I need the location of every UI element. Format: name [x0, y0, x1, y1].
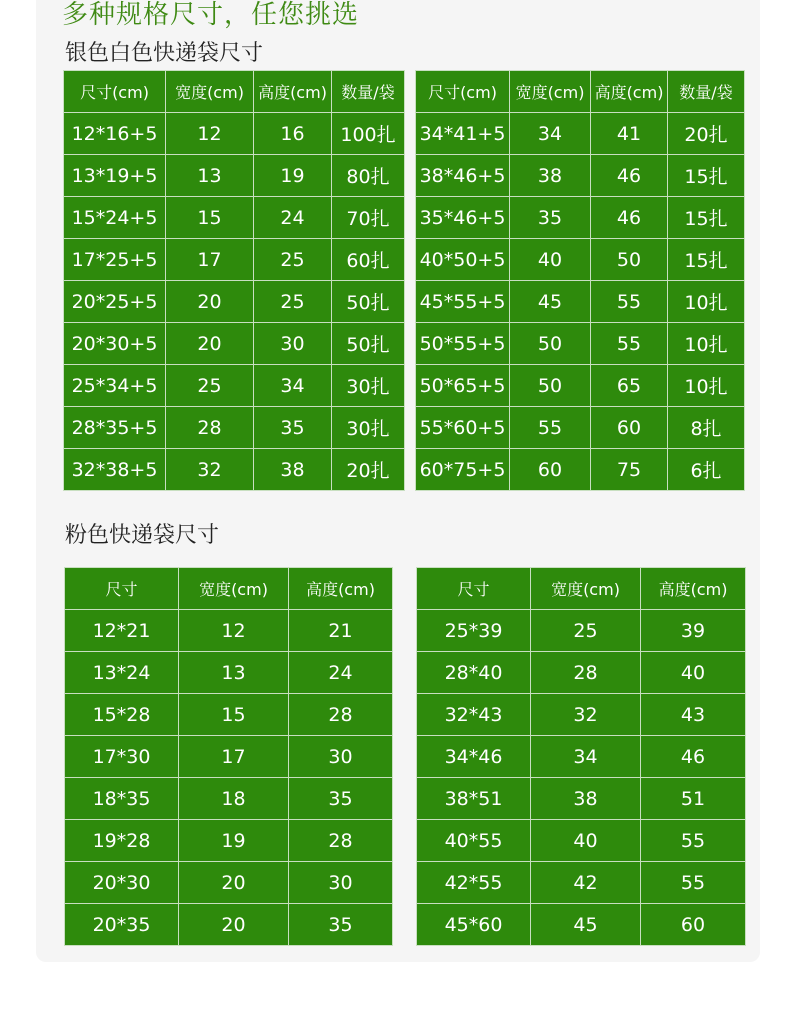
silver-white-right-cell: 45	[510, 281, 591, 323]
silver-white-left-cell: 20	[166, 323, 254, 365]
table-row	[417, 820, 746, 862]
silver-white-right-cell: 50*65+5	[416, 365, 510, 407]
silver-white-table-right	[415, 70, 745, 491]
pink-right-cell: 25	[531, 610, 641, 652]
pink-right-cell: 45	[531, 904, 641, 946]
pink-left-cell: 24	[289, 652, 393, 694]
silver-white-right-cell: 15扎	[668, 197, 745, 239]
pink-right-header-cell: 尺寸	[417, 568, 531, 610]
table-row	[65, 694, 393, 736]
headline: 多种规格尺寸，任您挑选	[62, 0, 360, 30]
table-row	[65, 862, 393, 904]
silver-white-right-cell: 8扎	[668, 407, 745, 449]
table-row	[416, 281, 745, 323]
pink-left-cell: 28	[289, 694, 393, 736]
table-row	[65, 904, 393, 946]
silver-white-left-cell: 38	[254, 449, 332, 491]
pink-right-cell: 28*40	[417, 652, 531, 694]
table-header-row	[65, 568, 393, 610]
pink-right-cell: 39	[641, 610, 746, 652]
pink-left-cell: 20*35	[65, 904, 179, 946]
silver-white-left-header-cell: 数量/袋	[332, 71, 405, 113]
pink-left-cell: 18	[179, 778, 289, 820]
table-row	[65, 820, 393, 862]
pink-left-cell: 17*30	[65, 736, 179, 778]
silver-white-right-cell: 15扎	[668, 239, 745, 281]
table-header-row	[64, 71, 405, 113]
pink-right-cell: 38	[531, 778, 641, 820]
silver-white-left-cell: 32*38+5	[64, 449, 166, 491]
pink-right-cell: 34*46	[417, 736, 531, 778]
silver-white-right-cell: 50	[510, 323, 591, 365]
pink-left-header-cell: 宽度(cm)	[179, 568, 289, 610]
silver-white-left-cell: 60扎	[332, 239, 405, 281]
silver-white-right-cell: 46	[591, 197, 668, 239]
table-row	[416, 113, 745, 155]
pink-left-cell: 20*30	[65, 862, 179, 904]
silver-white-right-cell: 10扎	[668, 365, 745, 407]
table-row	[417, 736, 746, 778]
silver-white-right-cell: 50*55+5	[416, 323, 510, 365]
pink-left-cell: 20	[179, 862, 289, 904]
silver-white-right-header-cell: 高度(cm)	[591, 71, 668, 113]
silver-white-right-cell: 65	[591, 365, 668, 407]
table-row	[65, 652, 393, 694]
silver-white-right-cell: 75	[591, 449, 668, 491]
table-row	[64, 281, 405, 323]
table-header-row	[417, 568, 746, 610]
silver-white-left-cell: 30扎	[332, 365, 405, 407]
table-row	[416, 407, 745, 449]
pink-right-cell: 60	[641, 904, 746, 946]
silver-white-right-cell: 45*55+5	[416, 281, 510, 323]
pink-left-cell: 15*28	[65, 694, 179, 736]
pink-left-cell: 19*28	[65, 820, 179, 862]
silver-white-left-cell: 20*30+5	[64, 323, 166, 365]
table-row	[64, 239, 405, 281]
table-row	[417, 862, 746, 904]
silver-white-left-cell: 17	[166, 239, 254, 281]
silver-white-title: 银色白色快递袋尺寸	[65, 41, 264, 66]
pink-right-cell: 32	[531, 694, 641, 736]
pink-table-left	[64, 567, 393, 946]
table-row	[416, 365, 745, 407]
silver-white-left-cell: 12	[166, 113, 254, 155]
silver-white-right-cell: 46	[591, 155, 668, 197]
pink-right-cell: 28	[531, 652, 641, 694]
silver-white-left-cell: 30扎	[332, 407, 405, 449]
silver-white-right-header-cell: 宽度(cm)	[510, 71, 591, 113]
pink-left-cell: 15	[179, 694, 289, 736]
silver-white-right-cell: 6扎	[668, 449, 745, 491]
silver-white-left-cell: 25	[166, 365, 254, 407]
pink-left-cell: 17	[179, 736, 289, 778]
pink-right-header-cell: 高度(cm)	[641, 568, 746, 610]
silver-white-right-cell: 50	[591, 239, 668, 281]
silver-white-left-cell: 17*25+5	[64, 239, 166, 281]
silver-white-right-cell: 55	[591, 323, 668, 365]
pink-right-cell: 40	[641, 652, 746, 694]
silver-white-left-cell: 25	[254, 281, 332, 323]
pink-right-cell: 51	[641, 778, 746, 820]
silver-white-left-cell: 32	[166, 449, 254, 491]
pink-left-cell: 19	[179, 820, 289, 862]
silver-white-right-cell: 60	[591, 407, 668, 449]
table-row	[417, 778, 746, 820]
table-row	[416, 449, 745, 491]
table-row	[417, 652, 746, 694]
pink-left-cell: 28	[289, 820, 393, 862]
silver-white-right-cell: 10扎	[668, 323, 745, 365]
table-row	[65, 610, 393, 652]
silver-white-right-cell: 20扎	[668, 113, 745, 155]
silver-white-right-cell: 10扎	[668, 281, 745, 323]
silver-white-left-cell: 28	[166, 407, 254, 449]
silver-white-left-cell: 15*24+5	[64, 197, 166, 239]
pink-right-header-cell: 宽度(cm)	[531, 568, 641, 610]
silver-white-left-cell: 20*25+5	[64, 281, 166, 323]
silver-white-left-cell: 25	[254, 239, 332, 281]
silver-white-left-cell: 12*16+5	[64, 113, 166, 155]
silver-white-right-cell: 55*60+5	[416, 407, 510, 449]
table-row	[65, 778, 393, 820]
table-row	[65, 736, 393, 778]
pink-right-cell: 42	[531, 862, 641, 904]
pink-right-cell: 25*39	[417, 610, 531, 652]
silver-white-left-cell: 35	[254, 407, 332, 449]
silver-white-left-cell: 50扎	[332, 281, 405, 323]
silver-white-right-cell: 60	[510, 449, 591, 491]
silver-white-left-cell: 34	[254, 365, 332, 407]
pink-left-header-cell: 尺寸	[65, 568, 179, 610]
silver-white-left-header-cell: 高度(cm)	[254, 71, 332, 113]
silver-white-left-header-cell: 尺寸(cm)	[64, 71, 166, 113]
silver-white-right-cell: 15扎	[668, 155, 745, 197]
silver-white-left-cell: 100扎	[332, 113, 405, 155]
silver-white-left-header-cell: 宽度(cm)	[166, 71, 254, 113]
silver-white-left-cell: 19	[254, 155, 332, 197]
table-row	[64, 365, 405, 407]
table-row	[417, 694, 746, 736]
table-row	[64, 155, 405, 197]
pink-left-cell: 12*21	[65, 610, 179, 652]
silver-white-right-cell: 40	[510, 239, 591, 281]
pink-left-cell: 20	[179, 904, 289, 946]
pink-right-cell: 42*55	[417, 862, 531, 904]
silver-white-right-cell: 55	[591, 281, 668, 323]
pink-left-cell: 35	[289, 778, 393, 820]
silver-white-left-cell: 70扎	[332, 197, 405, 239]
silver-white-right-cell: 50	[510, 365, 591, 407]
pink-left-cell: 21	[289, 610, 393, 652]
silver-white-left-cell: 24	[254, 197, 332, 239]
silver-white-right-header-cell: 尺寸(cm)	[416, 71, 510, 113]
pink-left-cell: 13	[179, 652, 289, 694]
table-row	[417, 610, 746, 652]
silver-white-left-cell: 13*19+5	[64, 155, 166, 197]
pink-right-cell: 40	[531, 820, 641, 862]
pink-right-cell: 38*51	[417, 778, 531, 820]
silver-white-left-cell: 25*34+5	[64, 365, 166, 407]
silver-white-right-cell: 38	[510, 155, 591, 197]
silver-white-right-cell: 40*50+5	[416, 239, 510, 281]
silver-white-right-cell: 41	[591, 113, 668, 155]
silver-white-table-left	[63, 70, 405, 491]
pink-right-cell: 32*43	[417, 694, 531, 736]
silver-white-left-cell: 16	[254, 113, 332, 155]
pink-left-header-cell: 高度(cm)	[289, 568, 393, 610]
silver-white-left-cell: 15	[166, 197, 254, 239]
pink-left-cell: 30	[289, 736, 393, 778]
pink-left-cell: 12	[179, 610, 289, 652]
table-row	[64, 407, 405, 449]
table-row	[417, 904, 746, 946]
silver-white-right-cell: 38*46+5	[416, 155, 510, 197]
silver-white-left-cell: 13	[166, 155, 254, 197]
pink-right-cell: 40*55	[417, 820, 531, 862]
silver-white-left-cell: 50扎	[332, 323, 405, 365]
silver-white-left-cell: 30	[254, 323, 332, 365]
pink-right-cell: 45*60	[417, 904, 531, 946]
table-row	[64, 449, 405, 491]
pink-right-cell: 34	[531, 736, 641, 778]
table-row	[64, 323, 405, 365]
silver-white-left-cell: 20扎	[332, 449, 405, 491]
table-row	[64, 197, 405, 239]
pink-left-cell: 13*24	[65, 652, 179, 694]
silver-white-right-header-cell: 数量/袋	[668, 71, 745, 113]
silver-white-right-cell: 55	[510, 407, 591, 449]
silver-white-right-cell: 34	[510, 113, 591, 155]
silver-white-left-cell: 28*35+5	[64, 407, 166, 449]
pink-title: 粉色快递袋尺寸	[65, 523, 220, 548]
silver-white-right-cell: 34*41+5	[416, 113, 510, 155]
pink-right-cell: 46	[641, 736, 746, 778]
pink-left-cell: 30	[289, 862, 393, 904]
table-row	[64, 113, 405, 155]
silver-white-left-cell: 80扎	[332, 155, 405, 197]
pink-right-cell: 55	[641, 820, 746, 862]
pink-right-cell: 43	[641, 694, 746, 736]
silver-white-left-cell: 20	[166, 281, 254, 323]
silver-white-right-cell: 60*75+5	[416, 449, 510, 491]
pink-right-cell: 55	[641, 862, 746, 904]
pink-table-right	[416, 567, 746, 946]
table-row	[416, 155, 745, 197]
table-row	[416, 323, 745, 365]
table-header-row	[416, 71, 745, 113]
pink-left-cell: 35	[289, 904, 393, 946]
table-row	[416, 197, 745, 239]
silver-white-right-cell: 35	[510, 197, 591, 239]
table-row	[416, 239, 745, 281]
silver-white-right-cell: 35*46+5	[416, 197, 510, 239]
pink-left-cell: 18*35	[65, 778, 179, 820]
